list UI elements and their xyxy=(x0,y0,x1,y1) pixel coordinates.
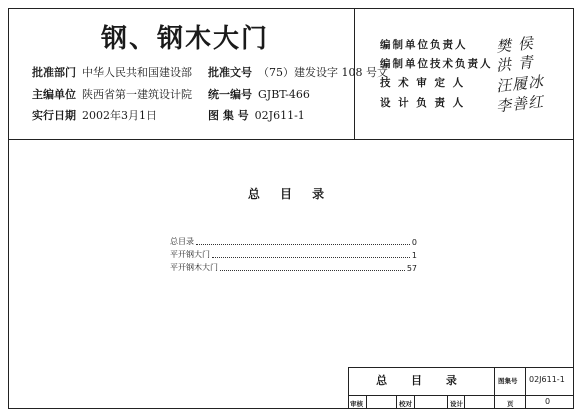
meta-effective-date xyxy=(32,107,157,123)
toc-entry-page: 57 xyxy=(406,264,417,273)
toc-entry-title: 平开钢木大门 xyxy=(170,263,218,272)
meta-label: 批准部门 xyxy=(32,66,76,79)
resp-role-unit-head: 编制单位负责人 xyxy=(380,39,468,51)
meta-label: 实行日期 xyxy=(32,109,76,122)
toc-entry-title: 总目录 xyxy=(170,237,194,246)
meta-value: GJBT-466 xyxy=(258,88,310,101)
title-block-divider xyxy=(464,395,465,409)
toc-title: 总 目 录 xyxy=(247,187,333,201)
resp-role-tech-head: 编制单位技术负责人 xyxy=(380,58,493,70)
toc-entry[interactable] xyxy=(170,261,417,273)
meta-approval-dept xyxy=(32,64,192,80)
toc-leader-dots xyxy=(220,270,405,271)
meta-value: 陕西省第一建筑设计院 xyxy=(82,88,192,101)
title-block-divider xyxy=(348,395,574,396)
title-block-design-label: 设计 xyxy=(450,400,463,408)
signature-reviewer: 汪履冰 xyxy=(495,72,545,96)
toc-entry-page: 1 xyxy=(411,251,417,260)
resp-role-design-head: 设 计 负 责 人 xyxy=(380,97,466,109)
resp-role-reviewer: 技 术 审 定 人 xyxy=(380,77,466,89)
title-block-divider xyxy=(525,367,526,409)
toc-leader-dots xyxy=(196,244,410,245)
meta-value: （75）建发设字 108 号文 xyxy=(258,66,388,79)
signature-tech-head: 洪 青 xyxy=(495,53,535,75)
toc-entry[interactable] xyxy=(170,248,417,260)
title-block-review-label: 审核 xyxy=(350,400,363,408)
meta-label: 统一编号 xyxy=(208,88,252,101)
toc-entry-page: 0 xyxy=(411,238,417,247)
toc-entry[interactable] xyxy=(170,235,417,247)
title-block-divider xyxy=(396,395,397,409)
atlas-title: 钢、钢木大门 xyxy=(100,24,269,54)
meta-approval-no xyxy=(208,64,388,80)
title-block-divider xyxy=(494,367,495,409)
meta-unified-no xyxy=(208,86,310,102)
meta-editor-unit xyxy=(32,86,192,102)
toc-list xyxy=(170,235,417,274)
title-block-divider xyxy=(414,395,415,409)
meta-label: 批准文号 xyxy=(208,66,252,79)
meta-value: 02J611-1 xyxy=(254,109,305,122)
title-block-page-value: 0 xyxy=(545,397,551,406)
title-block-page-label: 页 xyxy=(507,400,514,408)
title-block-sheet-name: 总 目 录 xyxy=(376,374,467,387)
title-block-atlas-label: 图集号 xyxy=(498,377,518,385)
title-block-atlas-value: 02J611-1 xyxy=(529,375,565,384)
meta-label: 图 集 号 xyxy=(208,109,249,122)
toc-leader-dots xyxy=(212,257,410,258)
meta-label: 主编单位 xyxy=(32,88,76,101)
meta-atlas-no xyxy=(208,107,305,123)
signature-unit-head: 樊 侯 xyxy=(495,34,535,56)
title-block-divider xyxy=(366,395,367,409)
title-block-check-label: 校对 xyxy=(399,400,412,408)
title-block-divider xyxy=(447,395,448,409)
toc-entry-title: 平开钢大门 xyxy=(170,250,210,259)
meta-value: 中华人民共和国建设部 xyxy=(82,66,192,79)
meta-value: 2002年3月1日 xyxy=(82,109,157,122)
signature-design-head: 李善红 xyxy=(495,92,545,116)
